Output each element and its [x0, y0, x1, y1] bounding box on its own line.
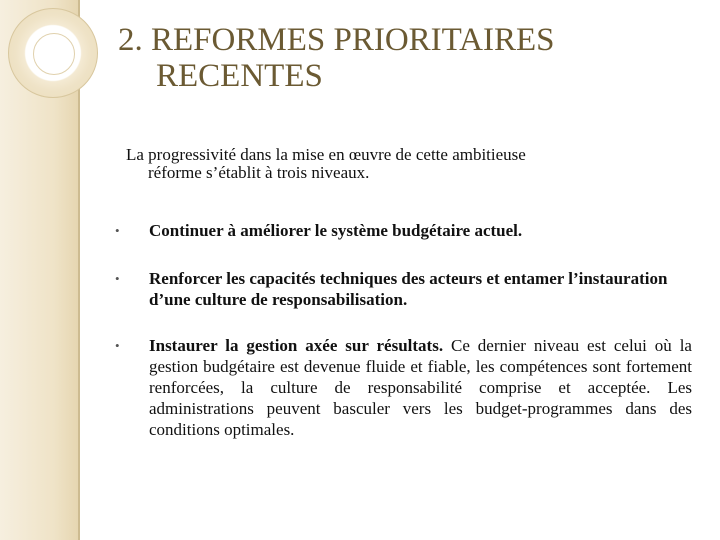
decorative-ring-icon: [8, 8, 98, 98]
bullet-bold-text: Continuer à améliorer le système budgétaire actuel.: [149, 221, 523, 240]
bullet-dot-icon: •: [115, 271, 120, 286]
bullet-body-text: Ce dernier niveau est celui où la gestion budgétaire est devenue fluide et fiable, les compétences sont fortement renforcées, la culture de responsabilité comprise et acceptée. Les administrations peuvent basculer vers les budget-programmes dans des conditions optimales.: [149, 336, 692, 439]
bullet-item: [110, 220, 692, 241]
ring-center: [33, 33, 75, 75]
intro-line1: La progressivité dans la mise en œuvre de cette ambitieuse: [126, 145, 526, 164]
bullet-dot-icon: •: [115, 338, 120, 353]
slide-title: [118, 22, 708, 94]
bullet-list: [110, 220, 692, 440]
intro-paragraph: [126, 146, 692, 182]
bullet-dot-icon: •: [115, 223, 120, 238]
intro-line2: réforme s’établit à trois niveaux.: [148, 163, 370, 182]
slide-title-line1: 2. REFORMES PRIORITAIRES: [118, 22, 555, 58]
bullet-bold-text: Renforcer les capacités techniques des acteurs et entamer l’instauration d’une culture de responsabilisation.: [149, 269, 668, 309]
slide-title-line2: RECENTES: [156, 58, 323, 94]
bullet-bold-text: Instaurer la gestion axée sur résultats.: [149, 336, 444, 355]
bullet-item: [110, 335, 692, 440]
bullet-item: [110, 268, 692, 310]
